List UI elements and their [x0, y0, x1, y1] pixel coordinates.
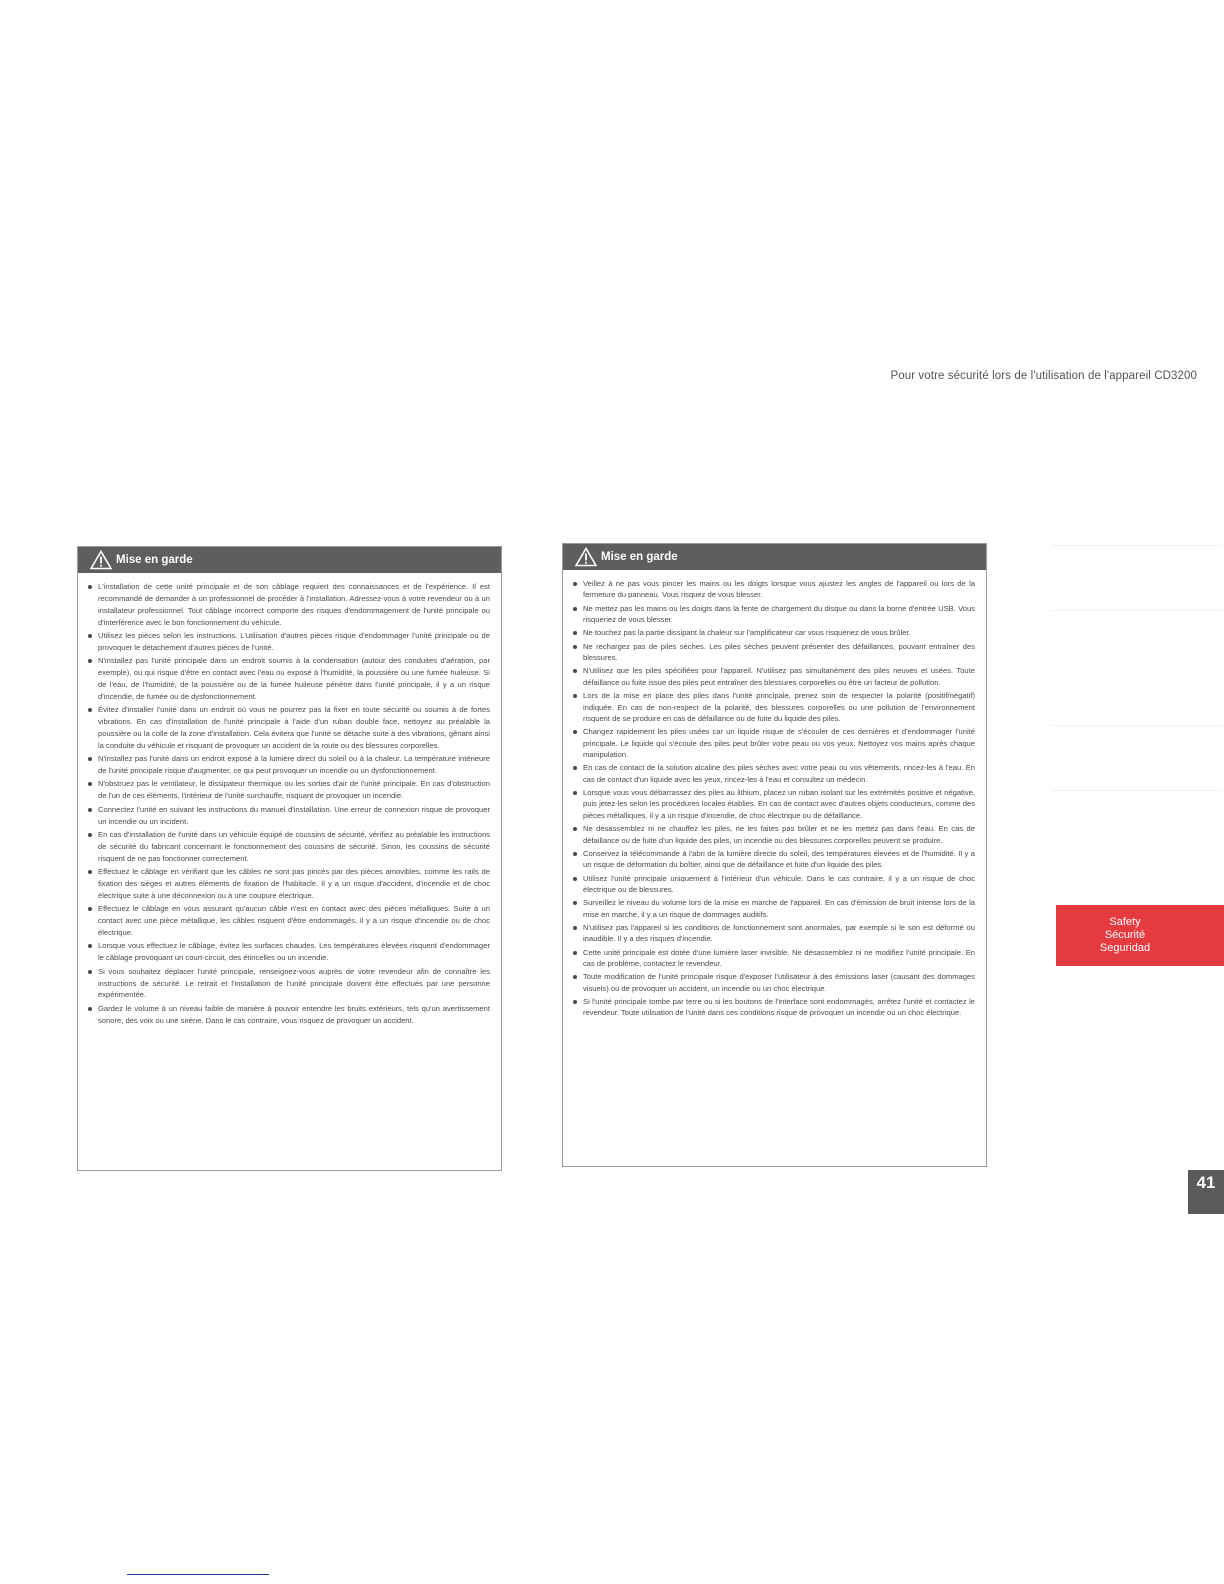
list-item: Gardez le volume à un niveau faible de manière à pouvoir entendre les bruits extérieurs, tels qu'un avertissement sonore, des voix ou une sirène. Dans le cas contraire, vous risquez de provoquer un accident.	[88, 1003, 490, 1027]
page-header: Pour votre sécurité lors de l'utilisation de l'appareil CD3200	[890, 370, 1197, 382]
faint-line	[1052, 545, 1222, 546]
list-item: En cas de contact de la solution alcaline des piles sèches avec votre peau ou vos vêtements, rincez-les à l'eau. En cas de contact d'un liquide avec les yeux, rincez-les à l'eau et consultez un médecin.	[573, 762, 975, 785]
warning-list	[78, 573, 501, 1027]
list-item: Ne touchez pas la partie dissipant la chaleur sur l'amplificateur car vous risqueriez de vous brûler.	[573, 627, 975, 638]
list-item: En cas d'installation de l'unité dans un véhicule équipé de coussins de sécurité, vérifiez au préalable les instructions de sécurité du fabricant concernant le fonctionnement des coussins de sécurité. Sinon, les coussins de sécurité risquent de ne pas fonctionner correctement.	[88, 829, 490, 865]
list-item: N'obstruez pas le ventilateur, le dissipateur thermique ou les sorties d'air de l'unité principale. En cas d'obstruction de l'un de ces éléments, l'intérieur de l'unité surchauffe, risquant de provoquer un incendie.	[88, 778, 490, 802]
section-tab-spanish: Seguridad	[1099, 942, 1151, 954]
list-item: Cette unité principale est dotée d'une lumière laser invisible. Ne désassemblez ni ne modifiez l'unité principale. En cas de problème, contactez le revendeur.	[573, 947, 975, 970]
warning-box-header	[563, 544, 986, 570]
list-item: Effectuez le câblage en vous assurant qu'aucun câble n'est en contact avec des pièces métalliques. Suite à un contact avec une pièce métallique, les câbles risquent d'être endommagés, il y a un risque d'incendie ou de choc électrique.	[88, 903, 490, 939]
list-item: Ne mettez pas les mains ou les doigts dans la fente de chargement du disque ou dans la borne d'entrée USB. Vous risqueriez de vous blesser.	[573, 603, 975, 626]
list-item: Ne rechargez pas de piles sèches. Les piles sèches peuvent présenter des défaillances, pouvant entraîner des blessures.	[573, 641, 975, 664]
section-tab-french: Sécurité	[1104, 929, 1146, 941]
section-tab-english: Safety	[1109, 916, 1141, 928]
section-tab	[1056, 905, 1224, 966]
list-item: Utilisez les pièces selon les instructions. L'utilisation d'autres pièces risque d'endommager l'unité principale ou de provoquer le détachement d'autres pièces de l'unité.	[88, 630, 490, 654]
list-item: Effectuez le câblage en vérifiant que les câbles ne sont pas pincés par des pièces amovibles, comme les rails de fixation des sièges et autres éléments de fixation de l'habitacle. Il y a un risque d'accident, d'incendie et de choc électrique suite à une déconnexion ou à une coupure électrique.	[88, 866, 490, 902]
faint-line	[1052, 725, 1222, 726]
warning-box-title: Mise en garde	[601, 551, 678, 563]
list-item: Lors de la mise en place des piles dans l'unité principale, prenez soin de respecter la polarité (positif/négatif) indiquée. En cas de non-respect de la polarité, des blessures corporelles ou une pollution de l'environnement risquent de se produire en cas de défaillance ou de fuite du liquide des piles.	[573, 690, 975, 724]
list-item: Si l'unité principale tombe par terre ou si les boutons de l'interface sont endommagés, arrêtez l'unité et contactez le revendeur. Toute utilisation de l'unité dans ces conditions risque de provoquer un incendie ou un choc électrique.	[573, 996, 975, 1019]
bottom-rule	[127, 1574, 269, 1575]
warning-triangle-icon	[90, 550, 112, 570]
faint-line	[1052, 790, 1222, 791]
list-item: Utilisez l'unité principale uniquement à l'intérieur d'un véhicule. Dans le cas contraire, il y a un risque de choc électrique ou de blessures.	[573, 873, 975, 896]
list-item: Surveillez le niveau du volume lors de la mise en marche de l'appareil. En cas d'émission de bruit intense lors de la mise en marche, il y a un risque de dommages auditifs.	[573, 897, 975, 920]
faint-line	[1052, 610, 1222, 611]
list-item: Lorsque vous effectuez le câblage, évitez les surfaces chaudes. Les températures élevées risquent d'endommager le câblage provoquant un court-circuit, des étincelles ou un incendie.	[88, 940, 490, 964]
list-item: L'installation de cette unité principale et de son câblage requiert des connaissances et de l'expérience. Il est recommandé de demander à un professionnel de procéder à l'installation. Adressez-vous à votre revendeur ou à un installateur professionnel. Tout câblage incorrect comporte des risques d'endommagement de l'unité principale ou d'interférence avec le bon fonctionnement du véhicule.	[88, 581, 490, 628]
list-item: Veillez à ne pas vous pincer les mains ou les doigts lorsque vous ajustez les angles de l'appareil ou lors de la fermeture du panneau. Vous risquez de vous blesser.	[573, 578, 975, 601]
list-item: Connectez l'unité en suivant les instructions du manuel d'installation. Une erreur de connexion risque de provoquer un incendie ou un incident.	[88, 804, 490, 828]
list-item: N'installez pas l'unité principale dans un endroit soumis à la condensation (autour des conduites d'aération, par exemple), ou qui risque d'être en contact avec l'eau ou exposé à l'humidité, la poussière ou une fumée huileuse. Si de l'eau, de l'humidité, de la poussière ou de la fumée huileuse pénètre dans l'unité principale, il y a un risque d'incendie, de fumée ou de dysfonctionnement.	[88, 655, 490, 702]
list-item: Ne désassemblez ni ne chauffez les piles, ne les faites pas brûler et ne les mettez pas dans l'eau. En cas de défaillance ou de fuite d'un liquide des piles, un incendie ou des blessures corporelles peuvent se produire.	[573, 823, 975, 846]
list-item: Toute modification de l'unité principale risque d'exposer l'utilisateur à des émissions laser (causant des dommages visuels) ou de provoquer un accident, un incendie ou un choc électrique.	[573, 971, 975, 994]
list-item: Changez rapidement les piles usées car un liquide risque de s'écouler de ces dernières et d'endommager l'unité principale. Le liquide qui s'écoule des piles peut brûler votre peau ou vos yeux. Nettoyez vos mains après chaque manipulation.	[573, 726, 975, 760]
list-item: Si vous souhaitez déplacer l'unité principale, renseignez-vous auprès de votre revendeur afin de connaître les instructions de sécurité. Le retrait et l'installation de l'unité principale doivent être effectués par une personne expérimentée.	[88, 966, 490, 1002]
warning-box-left	[77, 546, 502, 1171]
warning-triangle-icon	[575, 547, 597, 567]
list-item: N'utilisez que les piles spécifiées pour l'appareil. N'utilisez pas simultanément des piles neuves et usées. Toute défaillance ou fuite issue des piles peut entraîner des blessures corporelles ou être un facteur de pollution.	[573, 665, 975, 688]
list-item: Conservez la télécommande à l'abri de la lumière directe du soleil, des températures élevées et de l'humidité. Il y a un risque de déformation du boîtier, ainsi que de défaillance et fuite d'un liquide des piles.	[573, 848, 975, 871]
list-item: Lorsque vous vous débarrassez des piles au lithium, placez un ruban isolant sur les extrémités positive et négative, puis jetez-les selon les procédures locales établies. En cas de contact avec d'autres objets conducteurs, comme des pièces métalliques, il y a un risque d'incendie, de choc électrique ou de défaillance.	[573, 787, 975, 821]
warning-box-title: Mise en garde	[116, 554, 193, 566]
page-number: 41	[1188, 1170, 1224, 1214]
warning-box-header	[78, 547, 501, 573]
warning-box-right	[562, 543, 987, 1167]
warning-list	[563, 570, 986, 1019]
list-item: Évitez d'installer l'unité dans un endroit où vous ne pourrez pas la fixer en toute sécurité ou soumis à de fortes vibrations. En cas d'installation de l'unité principale à l'aide d'un ruban double face, nettoyez au préalable la poussière ou la colle de la zone d'installation. Cela évitera que l'unité se détache suite à des vibrations, gênant ainsi la conduite du véhicule et risquant de provoquer un accident de la route ou des blessures corporelles.	[88, 704, 490, 751]
list-item: N'installez pas l'unité dans un endroit exposé à la lumière direct du soleil ou à la chaleur. La température intérieure de l'unité principale risque d'augmenter, ce qui peut provoquer un incendie ou un dysfonctionnement.	[88, 753, 490, 777]
list-item: N'utilisez pas l'appareil si les conditions de fonctionnement sont anormales, par exemple si le son est déformé ou inaudible. Il y a des risques d'incendie.	[573, 922, 975, 945]
